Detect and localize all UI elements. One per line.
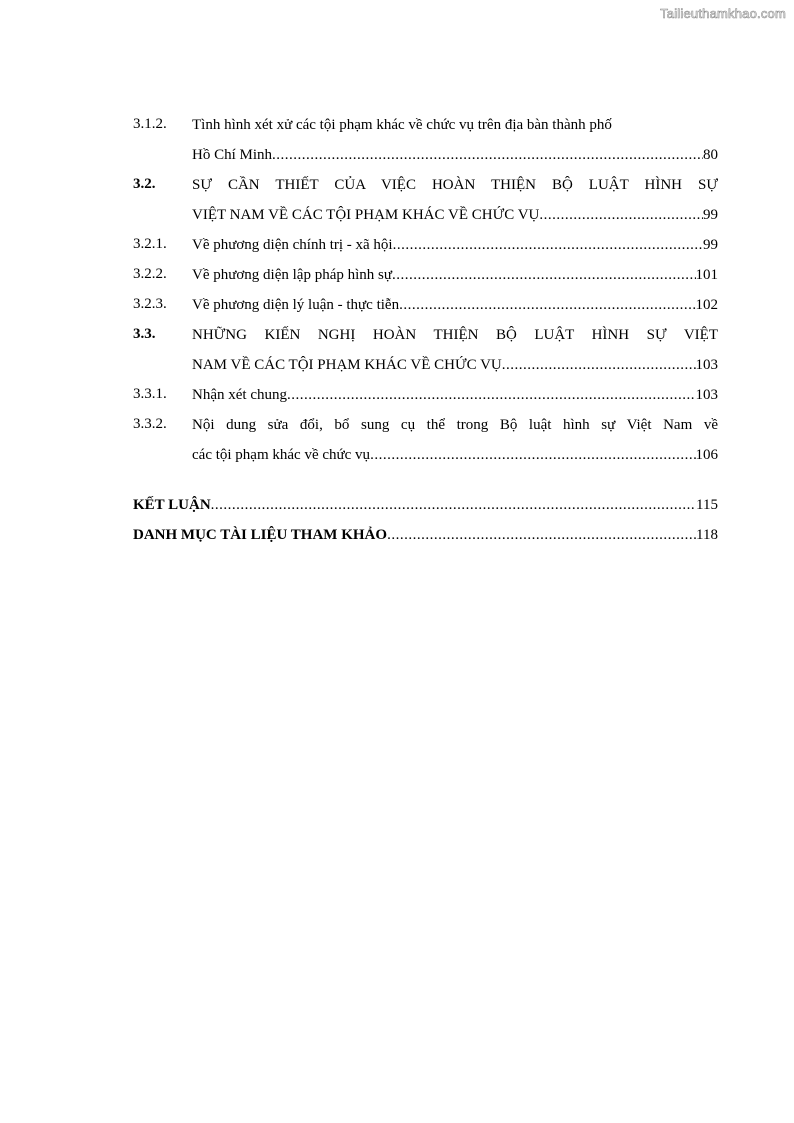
toc-entry-danh-muc[interactable] [133, 522, 718, 552]
toc-number: 3.2.2. [133, 266, 167, 282]
toc-title: Về phương diện lập pháp hình sự [192, 267, 392, 283]
toc-title-line2: VIỆT NAM VỀ CÁC TỘI PHẠM KHÁC VỀ CHỨC VỤ [192, 207, 540, 223]
toc-entry-3-2-3[interactable] [133, 292, 718, 322]
toc-title-line2: Hồ Chí Minh [192, 147, 273, 163]
dot-leader [387, 526, 696, 544]
dot-leader [539, 206, 703, 224]
table-of-contents [133, 112, 718, 552]
toc-title-line1: SỰ CẦN THIẾT CỦA VIỆC HOÀN THIỆN BỘ LUẬT HÌNH SỰ [192, 177, 718, 193]
dot-leader [392, 266, 696, 284]
toc-number: 3.3. [133, 326, 156, 342]
dot-leader [287, 386, 696, 404]
toc-page-number: 101 [695, 267, 718, 283]
toc-entry-3-3-2[interactable] [133, 412, 718, 442]
dot-leader [393, 236, 703, 254]
toc-entry-3-1-2-cont[interactable] [133, 142, 718, 172]
toc-entry-3-2-1[interactable] [133, 232, 718, 262]
toc-entry-3-3-1[interactable] [133, 382, 718, 412]
toc-page-number: 103 [695, 387, 718, 403]
toc-title-line1: Nội dung sửa đổi, bổ sung cụ thể trong Bộ luật hình sự Việt Nam về [192, 417, 718, 433]
toc-title-line1: NHỮNG KIẾN NGHỊ HOÀN THIỆN BỘ LUẬT HÌNH SỰ VIỆT [192, 327, 718, 343]
toc-number: 3.2.3. [133, 296, 167, 312]
toc-page-number: 80 [703, 147, 718, 163]
dot-leader [211, 496, 696, 514]
toc-title-line2: các tội phạm khác về chức vụ [192, 447, 371, 463]
section-spacer [133, 472, 718, 492]
toc-entry-3-1-2[interactable] [133, 112, 718, 142]
toc-page-number: 106 [695, 447, 718, 463]
toc-entry-3-3[interactable] [133, 322, 718, 352]
toc-number: 3.2. [133, 176, 156, 192]
toc-title: Về phương diện chính trị - xã hội [192, 237, 393, 253]
watermark: Tailieuthamkhao.com [660, 6, 786, 21]
toc-entry-3-2-2[interactable] [133, 262, 718, 292]
toc-number: 3.2.1. [133, 236, 167, 252]
toc-entry-3-2-cont[interactable] [133, 202, 718, 232]
toc-title: DANH MỤC TÀI LIỆU THAM KHẢO [133, 527, 388, 543]
toc-entry-3-3-2-cont[interactable] [133, 442, 718, 472]
toc-page-number: 99 [703, 207, 718, 223]
dot-leader [272, 146, 703, 164]
toc-number: 3.1.2. [133, 116, 167, 132]
dot-leader [399, 296, 695, 314]
toc-page-number: 99 [703, 237, 718, 253]
toc-entry-3-2[interactable] [133, 172, 718, 202]
toc-page-number: 115 [696, 497, 718, 513]
toc-title-line1: Tình hình xét xử các tội phạm khác về chức vụ trên địa bàn thành phố [192, 117, 612, 133]
toc-number: 3.3.1. [133, 386, 167, 402]
toc-title: Nhận xét chung [192, 387, 287, 403]
toc-page-number: 103 [695, 357, 718, 373]
toc-entry-ket-luan[interactable] [133, 492, 718, 522]
toc-entry-3-3-cont[interactable] [133, 352, 718, 382]
toc-title: Về phương diện lý luận - thực tiễn [192, 297, 400, 313]
toc-title-line2: NAM VỀ CÁC TỘI PHẠM KHÁC VỀ CHỨC VỤ [192, 357, 502, 373]
toc-number: 3.3.2. [133, 416, 167, 432]
dot-leader [370, 446, 695, 464]
toc-page-number: 118 [696, 527, 718, 543]
toc-title: KẾT LUẬN [133, 497, 211, 513]
toc-page-number: 102 [695, 297, 718, 313]
dot-leader [502, 356, 696, 374]
